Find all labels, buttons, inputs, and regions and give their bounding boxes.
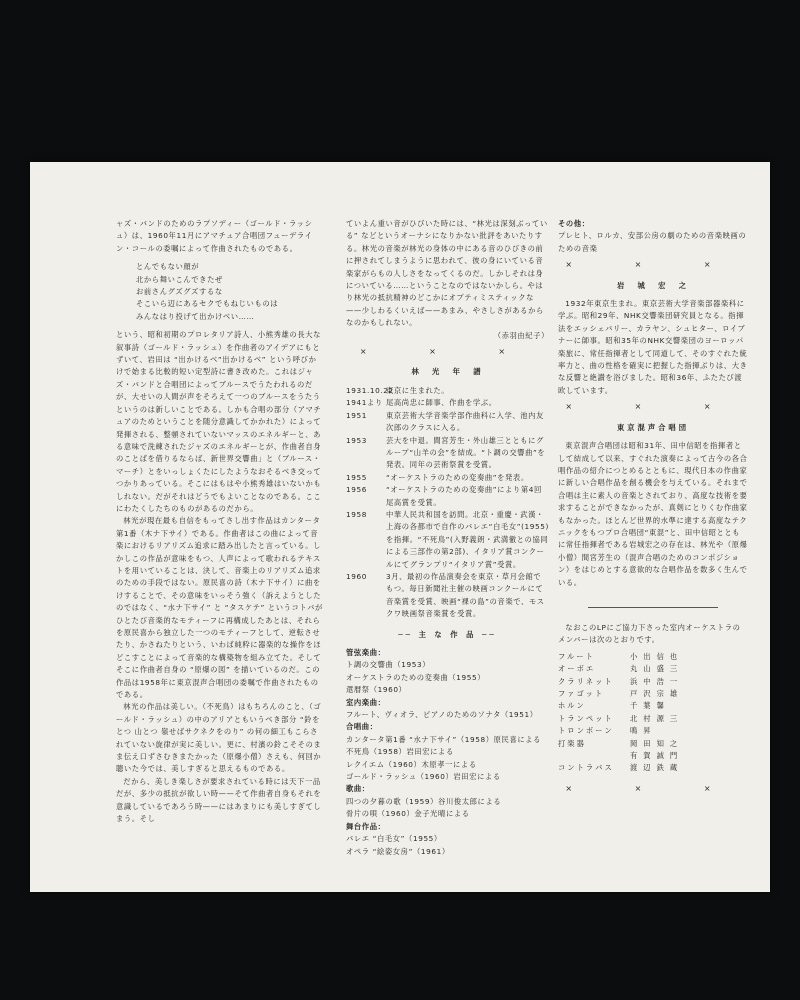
work-item: 不死鳥（1958）岩田宏による (346, 747, 454, 757)
chronology-event: 中華人民共和国を訪問。北京・重慶・武漢・上海の各都市で自作のバレエ“白毛女”(1955)を指揮。“不死鳥”(入野義朗・武満徹との協同による三部作の第2部)、イタリア賞コンクールにてグランプリ“イタリア賞”受賞。 (386, 509, 549, 569)
verse-line: 北から舞いこんできたぜ (136, 274, 223, 284)
work-item: ト調の交響曲（1953） (346, 660, 431, 670)
work-item: バレエ “白毛女”（1955） (346, 834, 442, 844)
works-category: その他： (558, 219, 590, 228)
member-name: 北村源三 (630, 713, 684, 723)
column-right (558, 218, 748, 799)
works-category: 舞台作品： (346, 821, 386, 831)
chronology-year: 1951 (346, 410, 367, 420)
works-heading: ── 主 な 作 品 ── (398, 629, 497, 639)
work-item: ゴールド・ラッシュ（1960）岩田宏による (346, 772, 501, 782)
work-item: プレヒト、ロルカ、安部公房の劇のための音楽映画のための音楽 (558, 231, 747, 253)
divider-line (588, 607, 718, 608)
choir-description: 東京混声合唱団は昭和31年、田中信昭を指揮者として結成して以来、すぐれた演奏によって古今の各合唱作品の紹介につとめるとともに、現代日本の作曲家に新しい合唱作品を創る機会を与えている。それまで合唱は主に素人の音楽とされており、高度な技術を要求することができなかったが、真剣にとりくむ作曲家もなかった。ほとんど世界的水準に達する高度なテクニックをもつプロ合唱団“東混”と、田中信昭とともに常任指揮者である岩城宏之の存在は、林光や（原爆小僧）間宮芳生の（混声合唱のためのコンポジション）をはじめとする意欲的な合唱作品を数多く生んでいる。 (558, 441, 748, 587)
member-name: 小出信也 (630, 651, 684, 661)
works-category: 管弦楽曲： (346, 648, 386, 657)
member-row (558, 688, 748, 700)
separator-marks: × × × (565, 260, 741, 270)
body-paragraph: ていよん重い音がひびいた時には、“林光は深刻ぶっている” などというオーナシになりかない批評をあいたりする。林光の音楽が林光の身体の中にある音のひびきの前に押されてしまうように思われて、彼の身にいている音楽家がらもの人しさをなってくるのだ。しかしそれは身についている……ということなのではないかしら。やはり林光の抵抗精神のどこかにオプティミスティックな——少しわるくいえば——あまみ、やさしさがあるからなのかもしれない。 (346, 219, 548, 328)
booklet-page (30, 162, 770, 892)
member-name: 岡田知之 (630, 738, 684, 748)
chronology-list (346, 385, 549, 621)
chronology-event: 東京芸術大学音楽学部作曲科に入学、池内友次郎のクラスに入る。 (386, 410, 544, 433)
chronology-entry (346, 385, 549, 397)
chronology-year: 1941より (346, 398, 383, 408)
separator-marks: × × × (565, 402, 741, 412)
work-item: カンタータ第1番 “水ナ下サイ”（1958）原民喜による (346, 734, 542, 744)
work-item: オペラ “絵姿女房”（1961） (346, 846, 450, 856)
member-row (558, 676, 748, 688)
member-name: 丸山盛三 (630, 664, 684, 674)
chronology-event: 尾高尚忠に師事、作曲を学ぶ。 (386, 398, 497, 408)
members-intro: なおこのLPにご協力下さった室内オーケストラのメンバーは次のとおりです。 (558, 622, 741, 645)
works-category: 合唱曲： (346, 722, 378, 732)
member-name: 渡辺鉄蔵 (630, 763, 684, 773)
member-row (558, 663, 748, 675)
member-instrument: トロンボーン (558, 726, 614, 736)
chronology-year: 1955 (346, 472, 367, 482)
member-row (558, 750, 748, 762)
column-left (116, 218, 324, 826)
member-name: 鳴昇 (630, 726, 657, 736)
work-item: 骨片の唄（1960）金子光晴による (346, 809, 470, 819)
member-name: 有賀誠門 (630, 751, 684, 761)
work-item: フルート、ヴィオラ、ピアノのためのソナタ（1951） (346, 710, 538, 720)
member-row (558, 651, 748, 663)
conductor-heading: 岩 城 宏 之 (616, 280, 690, 290)
works-category: 室内楽曲： (346, 697, 386, 707)
chronology-year: 1931.10.22 (346, 385, 394, 395)
member-row (558, 762, 748, 774)
members-list (558, 651, 748, 775)
author-credit: （赤羽由紀子） (493, 330, 549, 340)
chronology-entry (346, 484, 549, 509)
chronology-entry (346, 571, 549, 621)
chronology-year: 1956 (346, 485, 367, 495)
member-instrument: オーボエ (558, 664, 596, 674)
chronology-event: “オーケストラのための変奏曲”により第4回尾高賞を受賞。 (386, 485, 542, 507)
intro-paragraph: ャズ・バンドのためのラプソディー（ゴールド・ラッシュ）は、1960年11月にアマチュア合唱団フューデライン・コールの委嘱によって作曲されたものである。 (116, 219, 313, 253)
member-instrument: ファゴット (558, 689, 605, 698)
member-name: 浜中浩一 (630, 676, 684, 686)
separator-marks: × × × (359, 347, 536, 357)
column-middle (346, 218, 549, 858)
work-item: オーケストラのための変奏曲（1955） (346, 672, 486, 682)
member-row (558, 725, 748, 737)
verse-line: みんなはり投げて出かけべい…… (136, 311, 255, 321)
chronology-year: 1960 (346, 571, 367, 581)
member-instrument: ホルン (558, 701, 586, 711)
chronology-entry (346, 472, 549, 484)
member-instrument: クラリネット (558, 676, 614, 686)
verse-line: そこいら辺にあるセクでもねじいものは (136, 299, 279, 309)
body-paragraph: という、昭和初期のプロレタリア詩人、小熊秀雄の長大な叙事詩（ゴールド・ラッシュ）を作曲者のアイデアにもとずいて、岩田は “出かけるべ”出かけるべ” という呼びかけで始まる比較的短い定型詩に書き改めた。これはジャズ・バンドと合唱団によってブルースでうたわれるのだが、大せいの人間が声をそろえて一つのブルースをうたうというのは新しいことである。しかも合唱の部分（アマチュアのためということを随分意識してかかれた）によって発揮される、整頓されていないマッスのエネルギーと、ある意味で洗練されたジャズのエネルギーとが、作曲者自身のことばを借りるならば、新世界交響曲」と（ブルース・マーチ）とをいっしょくたにしたようなおそるべき交ってつかりあっている。そこにはもはや小熊秀雄はいないかもしれない。だがそれはどうでもよいことなのである。ここにわたくしたちのものがあるのだから。 (116, 330, 322, 513)
member-name: 千葉馨 (630, 701, 670, 711)
chronology-event: 東京に生まれた。 (386, 385, 450, 395)
chronology-year: 1958 (346, 509, 367, 519)
body-paragraph: 林光が現在最も自信をもってさし出す作品はカンタータ第1番（木ナ下サイ）である。作曲者はこの曲によって音楽におけるリアリズム追求に踏み出したと言っている。しかしこの作品が意味をもつ、人声によって歌われるテキストを用いていることは、決して、音楽上のリアリズム追求のための手段ではない。原民喜の詩（木ナ下サイ）に曲をけすることで、その意味をいっそう強く（訴えようとしたのではなく、“水ナ下サイ” と “タスケテ” というコトバがひとたび音楽的なモティーフに再構成したあとは、それらを原民喜から独立した一つのモティーフとして、逆転させたり、かさねたりという、いわば純粋に器楽的な操作をほどこすことによって音楽的な構築物を組み立てた。そしてそこに作曲者自身の “原爆の図” を描いているのだ。この作品は1958年に東京混声合唱団の委嘱で作曲されたものである。 (116, 516, 323, 700)
chronology-year: 1953 (346, 435, 367, 445)
member-instrument: トランペット (558, 713, 614, 723)
choir-heading: 東京混声合唱団 (616, 422, 690, 432)
chronology-entry (346, 509, 549, 571)
body-paragraph: だから、美しき楽しさが要求されている時には天下一品だが、多少の抵抗が欲しい時——そて作曲者自身もそれを意識しているであろう時——にはあまりにも美しすぎてしまう。そし (116, 776, 322, 824)
chronology-entry (346, 410, 549, 435)
works-list (346, 647, 549, 858)
chronology-entry (346, 397, 549, 409)
chronology-event: “オーケストラのための変奏曲”を発表。 (386, 472, 529, 482)
work-item: 還暦祭（1960） (346, 685, 407, 695)
conductor-bio: 1932年東京生まれ。東京芸術大学音楽部器楽科に学ぶ。昭和29年、NHK交響楽団研究員となる。指揮法をエッシェバリー、カラヤン、シュヒター、ロイブナーに師事。昭和35年のNHK交響楽団のヨーロッパ楽旅に、常任指揮者として同道して、そのすぐれた統率力と、曲の性格を確実に把握した指揮ぶりは、大きな反響と絶讃を浴びました。昭和36年、ふたたび渡欧しています。 (558, 299, 748, 395)
chronology-event: 3月、最初の作品演奏会を東京・草月会館でもつ。毎日新聞社主催の映画コンクールにて音楽賞を受賞、映画“裸の島”の音楽で、モスクワ映画祭音楽賞を受賞。 (386, 571, 545, 619)
work-item: 四つの夕暮の歌（1959）谷川俊太郎による (346, 796, 502, 806)
works-category: 歌曲： (346, 784, 370, 794)
member-row (558, 713, 748, 725)
member-name: 戸沢宗雄 (630, 689, 684, 698)
member-instrument: フルート (558, 651, 595, 661)
body-paragraph: 林光の作品は美しい。（不死鳥）はもちろんのこと、（ゴールド・ラッシュ）の中のアリアともいうべき部分 “鈴をとつ 山とつ 嶺せばサクネクをのり” の何の細工もこらされていない旋律が実に美しい。更に、村濱の鈴こそそのまま伝え口ずさむきまたかった（原爆小僧）さえも、何回か聴いた今では、美しすぎると思えるものである。 (116, 702, 322, 774)
chronology-heading: 林 光 年 譜 (411, 367, 484, 377)
member-instrument: 打楽器 (558, 738, 586, 748)
member-row (558, 738, 748, 750)
verse-line: とんでもない顔が (136, 262, 200, 272)
member-row (558, 700, 748, 712)
chronology-event: 芸大を中退。間宮芳生・外山雄三とともにグループ“山羊の会”を結成。“ト調の交響曲”を発表。同年の芸術祭賞を受賞。 (386, 435, 546, 470)
member-instrument: コントラバス (558, 763, 614, 773)
chronology-entry (346, 435, 549, 472)
separator-marks: × × × (565, 783, 741, 793)
verse-line: お前さんグズグズするな (136, 287, 223, 297)
member-instrument (558, 750, 630, 762)
poem-verse (116, 261, 324, 323)
work-item: レクイエム（1960）木原孝一による (346, 759, 477, 769)
